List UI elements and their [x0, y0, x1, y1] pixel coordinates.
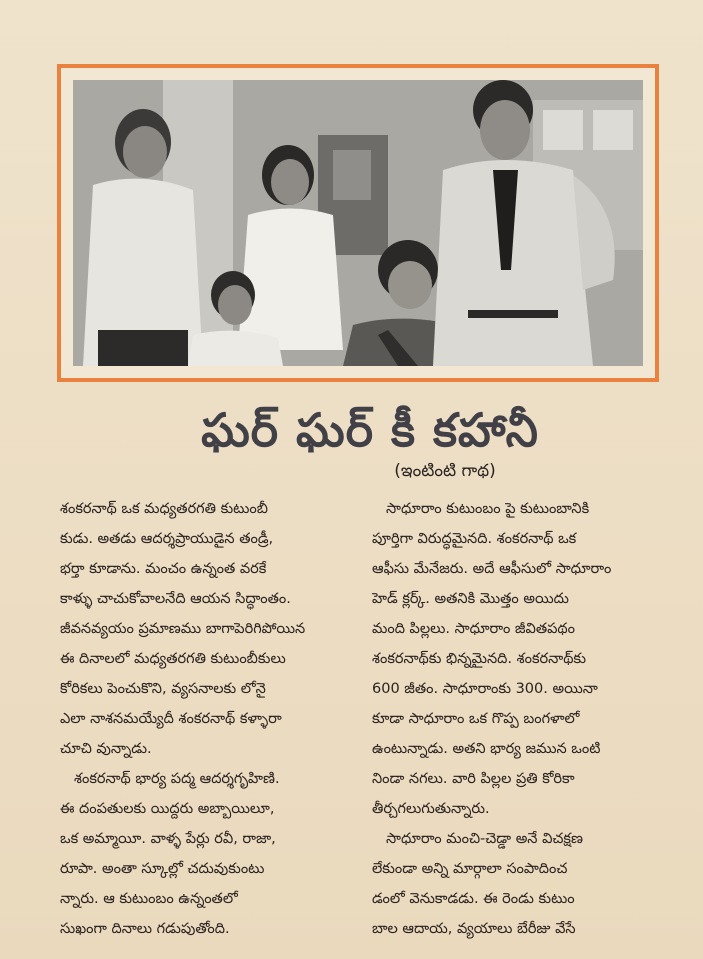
right-line-2: పూర్తిగా విరుద్ధమైనది. శంకరనాథ్ ఒక — [372, 531, 577, 547]
right-line-10: నిండా నగలు. వారి పిల్లల ప్రతి కోరికా — [372, 771, 575, 787]
left-line-3: భర్తా కూడాను. మంచం ఉన్నంత వరకే — [60, 561, 267, 577]
right-line-7: 600 జీతం. సాధూరాంకు 300. అయినా — [372, 681, 598, 697]
right-line-11: తీర్చగలుగుతున్నారు. — [372, 801, 490, 817]
left-line-4: కాళ్ళు చాచుకోవాలనేది ఆయన సిద్ధాంతం. — [60, 591, 291, 607]
left-line-10: శంకరనాథ్ భార్య పద్మ ఆదర్శగృహిణి. — [74, 771, 280, 787]
left-line-13: రూపా. అంతా స్కూల్లో చదువుకుంటు — [60, 861, 265, 877]
family-photo — [73, 80, 643, 366]
right-line-14: డంలో వెనుకాడడు. ఈ రెండు కుటుం — [372, 891, 575, 907]
right-line-15: బాల ఆదాయ, వ్యయాలు బేరీజు వేసే — [372, 921, 576, 937]
right-line-6: శంకరనాథ్‌కు భిన్నమైనది. శంకరనాథ్‌కు — [372, 651, 587, 667]
left-line-7: కోరికలు పెంచుకొని, వ్యసనాలకు లోనై — [60, 681, 266, 697]
left-line-14: న్నారు. ఆ కుటుంబం ఉన్నంతలో — [60, 891, 238, 907]
article-title: ఘర్ ఘర్ కీ కహానీ — [201, 403, 539, 457]
family-photo-illustration — [73, 80, 643, 366]
right-line-4: హెడ్ క్లర్క్. అతనికి మొత్తం అయిదు — [372, 591, 569, 607]
right-column — [372, 494, 672, 944]
right-line-5: మంది పిల్లలు. సాధూరాం జీవితపథం — [372, 621, 575, 637]
right-line-1: సాధూరాం కుటుంబం పై కుటుంబానికి — [386, 501, 590, 517]
left-line-1: శంకరనాథ్ ఒక మధ్యతరగతి కుటుంబీ — [60, 501, 268, 517]
left-line-2: కుడు. అతడు ఆదర్శప్రాయుడైన తండ్రీ, — [60, 531, 274, 547]
right-line-12: సాధూరాం మంచి-చెడ్డా అనే విచక్షణ — [386, 831, 583, 847]
left-line-12: ఒక అమ్మాయీ. వాళ్ళ పేర్లు రవీ, రాజా, — [60, 831, 276, 847]
left-line-5: జీవనవ్యయం ప్రమాణము బాగాపెరిగిపోయిన — [60, 621, 306, 637]
article-subtitle: (ఇంటింటి గాథ) — [394, 461, 496, 481]
left-line-6: ఈ దినాలలో మధ్యతరగతి కుటుంబీకులు — [60, 651, 286, 667]
left-line-9: చూచి వున్నాడు. — [60, 741, 152, 757]
right-line-13: లేకుండా అన్ని మార్గాలా సంపాదించ — [372, 861, 568, 877]
photo-frame — [57, 64, 659, 382]
left-line-15: సుఖంగా దినాలు గడుపుతోంది. — [60, 921, 230, 937]
right-line-3: ఆఫీసు మేనేజరు. అదే ఆఫీసులో సాధూరాం — [372, 561, 612, 577]
left-column — [60, 494, 360, 944]
left-line-8: ఎలా నాశనమయ్యేదీ శంకరనాథ్ కళ్ళారా — [60, 711, 282, 727]
right-line-9: ఉంటున్నాడు. అతని భార్య జమున ఒంటి — [372, 741, 601, 757]
right-line-8: కూడా సాధూరాం ఒక గొప్ప బంగళాలో — [372, 711, 580, 727]
left-line-11: ఈ దంపతులకు యిద్దరు అబ్బాయిలూ, — [60, 801, 275, 817]
